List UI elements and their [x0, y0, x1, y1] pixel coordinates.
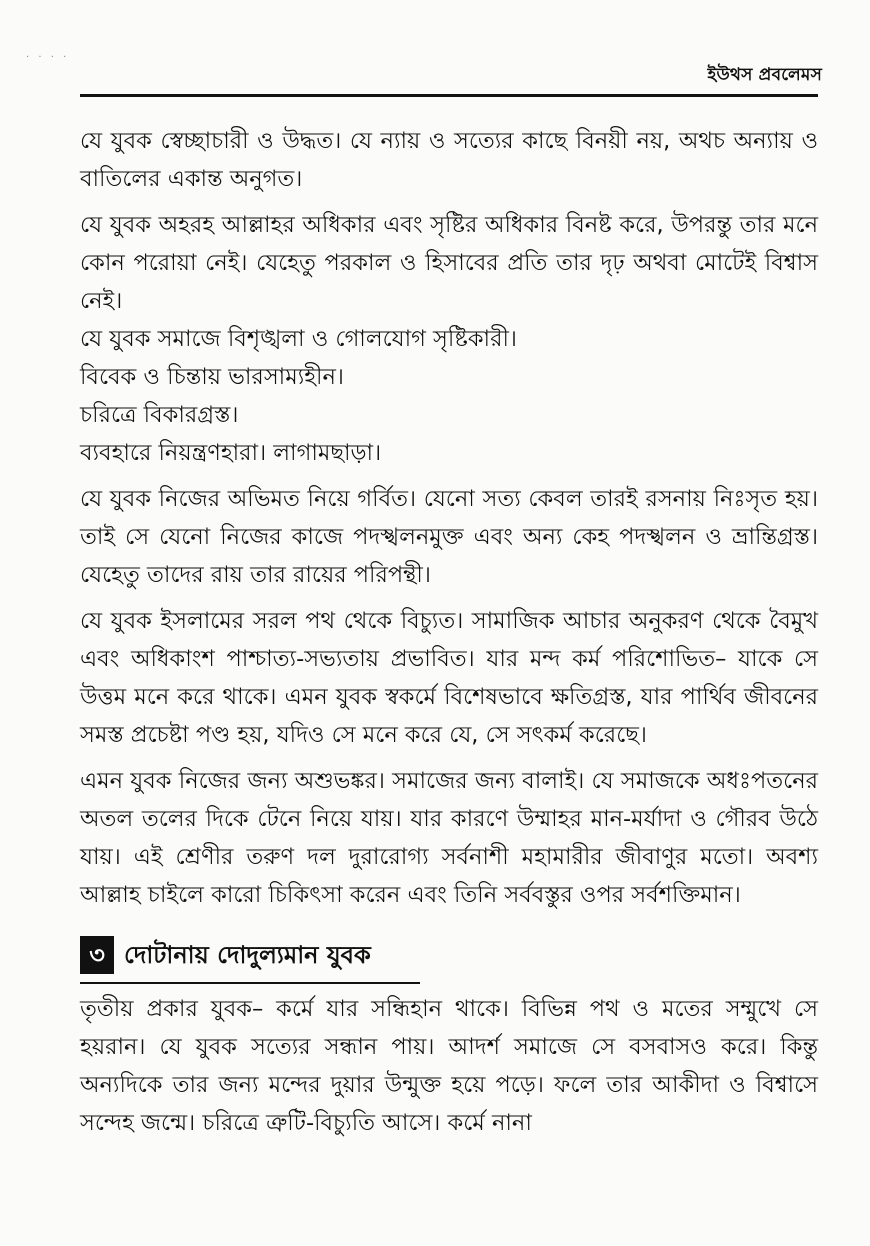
paragraph-5: চরিত্রে বিকারগ্রস্ত।	[80, 402, 239, 428]
paragraph-6: ব্যবহারে নিয়ন্ত্রণহারা। লাগামছাড়া।	[80, 440, 382, 466]
header-rule	[80, 94, 818, 97]
paragraph-9: এমন যুবক নিজের জন্য অশুভঙ্কর। সমাজের জন্য বালাই। যে সমাজকে অধঃপতনের অতল তলের দিকে টেনে নিয়ে যায়। যার কারণে উম্মাহর মান-মর্যাদা ও গৌরব উঠে যায়। এই শ্রেণীর তরুণ দল দুরারোগ্য সর্বনাশী মহামারীর জীবাণুর মতো। অবশ্য আল্লাহ চাইলে কারো চিকিৎসা করেন এবং তিনি সর্ববস্তুর ওপর সর্বশক্তিমান।	[80, 768, 818, 908]
scan-specks: · · · ·	[26, 52, 70, 63]
section-paragraph: তৃতীয় প্রকার যুবক– কর্মে যার সন্ধিহান থাকে। বিভিন্ন পথ ও মতের সম্মুখে সে হয়রান। যে যুবক সত্যের সন্ধান পায়। আদর্শ সমাজে সে বসবাসও করে। কিন্তু অন্যদিকে তার জন্য মন্দের দুয়ার উন্মুক্ত হয়ে পড়ে। ফলে তার আকীদা ও বিশ্বাসে সন্দেহ জন্মে। চরিত্রে ত্রুটি-বিচ্যুতি আসে। কর্মে নানা	[80, 996, 818, 1136]
paragraph-8: যে যুবক ইসলামের সরল পথ থেকে বিচ্যুত। সামাজিক আচার অনুকরণ থেকে বৈমুখ এবং অধিকাংশ পাশ্চাত্য-সভ্যতায় প্রভাবিত। যার মন্দ কর্ম পরিশোভিত– যাকে সে উত্তম মনে করে থাকে। এমন যুবক স্বকর্মে বিশেষভাবে ক্ষতিগ্রস্ত, যার পার্থিব জীবনের সমস্ত প্রচেষ্টা পণ্ড হয়, যদিও সে মনে করে যে, সে সৎকর্ম করেছে।	[80, 608, 818, 748]
paragraph-7: যে যুবক নিজের অভিমত নিয়ে গর্বিত। যেনো সত্য কেবল তারই রসনায় নিঃসৃত হয়। তাই সে যেনো নিজের কাজে পদস্খলনমুক্ত এবং অন্য কেহ পদস্খলন ও ভ্রান্তিগ্রস্ত। যেহেতু তাদের রায় তার রায়ের পরিপন্থী।	[80, 486, 818, 588]
section-heading	[80, 936, 818, 986]
running-header: ইউথস প্রবলেমস	[707, 65, 822, 85]
paragraph-1: যে যুবক স্বেচ্ছাচারী ও উদ্ধত। যে ন্যায় ও সত্যের কাছে বিনয়ী নয়, অথচ অন্যায় ও বাতিলের একান্ত অনুগত।	[80, 128, 818, 192]
paragraph-2: যে যুবক অহরহ আল্লাহর অধিকার এবং সৃষ্টির অধিকার বিনষ্ট করে, উপরন্তু তার মনে কোন পরোয়া নেই। যেহেতু পরকাল ও হিসাবের প্রতি তার দৃঢ় অথবা মোটেই বিশ্বাস নেই।	[80, 212, 818, 314]
section-title: দোটানায় দোদুল্যমান যুবক	[124, 941, 371, 969]
section-number: ৩	[80, 936, 114, 974]
section-underline	[80, 982, 420, 984]
paragraph-3: যে যুবক সমাজে বিশৃঙ্খলা ও গোলযোগ সৃষ্টিকারী।	[80, 326, 517, 352]
paragraph-4: বিবেক ও চিন্তায় ভারসাম্যহীন।	[80, 364, 344, 390]
page-body	[80, 122, 818, 1150]
